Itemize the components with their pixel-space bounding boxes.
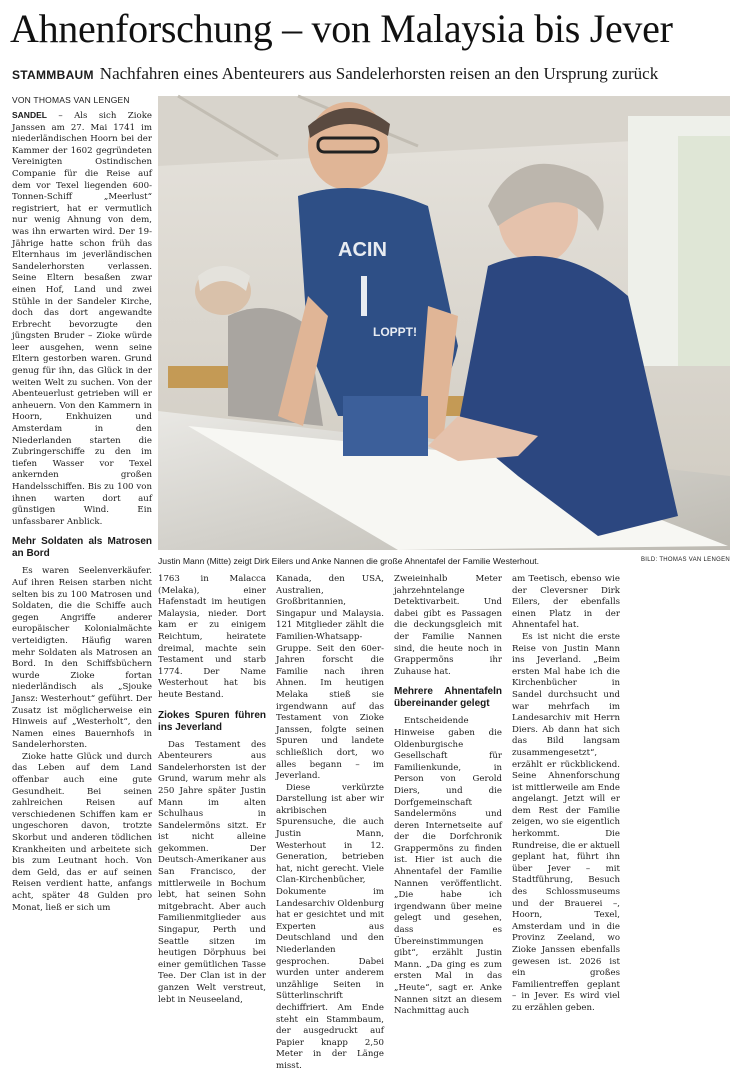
article-paragraph: Zweieinhalb Meter jahrzehntelange Detektivarbeit. Und dabei gibt es Passagen die deckungsgleich mit der Familie Nannen sind, die heute noch in Grappermöns ihr Zuhause hat.	[394, 574, 502, 677]
dateline: SANDEL	[12, 110, 47, 120]
article-column-2	[158, 574, 266, 1006]
photo-credit: BILD: THOMAS VAN LENGEN	[640, 557, 730, 563]
subheadline-row	[12, 63, 732, 86]
article-paragraph: Kanada, den USA, Australien, Großbritannien, Singapur und Malaysia. 121 Mitglieder zählt die Familien-Whatsapp-Gruppe. Seit den 60er-Jahren forscht die Familie nach ihren Ahnen. Im heutigen Melaka stieß sie irgendwann auf das Testament von Zioke Janssen, folgte seinen Spuren und landete schließlich dort, wo alles begann – im Jeverland.	[276, 574, 384, 782]
article-paragraph: am Teetisch, ebenso wie der Cleversner Dirk Eilers, der ebenfalls einen Platz in der Ahnentafel hat.	[512, 574, 620, 631]
article-paragraph: Es waren Seelenverkäufer. Auf ihren Reisen starben nicht selten bis zu 100 Matrosen und Soldaten, die die Schiffe auch gegen Angriffe anderer europäischer Kolonialmächte verteidigten. Häufig waren mehr Soldaten als Matrosen an Bord. In den Schiffsbüchern wurde Zioke fortan niederländisch als „Sjouke Jansz: Westerhout“ geführt. Der Zusatz ist möglicherweise ein Hinweis auf „Westerholt“, den Namen eines Bauernhofs in Sandelerhorsten.	[12, 566, 152, 751]
shirt-print-top: ACIN	[338, 239, 387, 261]
article-paragraph: 1763 in Malacca (Melaka), einer Hafenstadt im heutigen Malaysia, nieder. Dort kam er zu einigem Reichtum, heiratete dreimal, machte sein Testament und starb 1774. Der Name Westerhout hat bis heute Bestand.	[158, 574, 266, 700]
article-column-5	[512, 574, 620, 1015]
article-paragraph: Zioke hatte Glück und durch das Leben auf dem Land offenbar auch eine gute Gesundheit. Bei seinen zahlreichen Reisen auf verschiedenen Schiffen kam er ungeschoren davon, trotzte Skorbut und anderen tödlichen Krankheiten und arbeitete sich bis zum Leutnant hoch. Von dem Geld, das er auf seinen Reisen verdient hatte, anfangs acht, später 48 Gulden pro Monat, ließ er sich um	[12, 751, 152, 913]
section-heading: Mehrere Ahnentafeln übereinander gelegt	[394, 686, 502, 710]
section-heading: Mehr Soldaten als Matrosen an Bord	[12, 536, 152, 560]
article-paragraph: Diese verkürzte Darstellung ist aber wir akribischen Spurensuche, die auch Justin Mann, Westerhout in 12. Generation, betrieben hat, nicht gerecht. Viele Clan-Kirchenbücher, Dokumente im Landesarchiv Oldenburg hat er gesichtet und mit Experten aus Deutschland und den Niederlanden gesprochen. Dabei wurden unter anderem unzählige Seiten in Sütterlinschrift dechiffriert. Am Ende steht ein Stammbaum, der ausgedruckt auf Papier knapp 2,50 Meter in der Länge misst.	[276, 782, 384, 1071]
section-heading: Ziokes Spuren führen ins Jeverland	[158, 709, 266, 733]
article-paragraph: SANDEL – Als sich Zioke Janssen am 27. Mai 1741 im niederländischen Hoorn bei der Kammer der 1602 gegründeten Vereinigten Ostindischen Companie für die Reise auf dem vor Texel liegenden 600-Tonnen-Schiff „Meerlust“ registriert, hat er vermutlich nur wenig Ahnung von dem, was ihn erwarten wird. Der 19-Jährige hatte schon früh das Elternhaus im jeverländischen Sandelerhorsten verlassen. Seine Eltern besaßen zwar einen Hof, Land und zwei Stühle in der Sandeler Kirche, doch das dort angewandte Erbrecht bevorzugte den jüngsten Bruder – Zioke würde leer ausgehen, wenn seine Eltern gestorben waren. Grund genug für ihn, das Glück in der weiten Welt zu suchen. Von der Abenteuerlust getrieben will er anheuern. Von den Kammern in Hoorn, Enkhuizen und Amsterdam in den Niederlanden starten die Zubringerschiffe zu den im tiefen Wasser vor Texel ankernden großen Handelsschiffen. Bis zu 100 von ihnen warten dort auf günstigen Wind. Ein unfassbarer Anblick.	[12, 110, 152, 527]
article-paragraph: Es ist nicht die erste Reise von Justin Mann ins Jeverland. „Beim ersten Mal habe ich die Kirchenbücher in Sandel durchsucht und war mehrfach im Landesarchiv mit Herrn Diers. Ab dann hat sich das Bild langsam zusammengesetzt“, erzählt er rückblickend. Seine Ahnenforschung ist mittlerweile am Ende angelangt. Jetzt will er dem Rest der Familie zeigen, wo sie eigentlich herkommt. Die Rundreise, die er aktuell geplant hat, führt ihn über Jever – mit Stadtführung, Besuch des Schlossmuseums und der Brauerei –, Hoorn, Texel, Amsterdam und in die Provinz Zeeland, wo Zioke Janssen ebenfalls gewesen ist. 2026 ist ein großes Familientreffen geplant – in Jever. Es wird viel zu erzählen geben.	[512, 631, 620, 1013]
shirt-print-bottom: LOPPT!	[373, 325, 417, 339]
article-photo	[158, 96, 730, 550]
article-paragraph: Entscheidende Hinweise gaben die Oldenburgische Gesellschaft für Familienkunde, in Person von Gerold Diers, und die Dorfgemeinschaft Sandelermöns und deren Internetseite auf der die Dorfchronik Grappermöns zu finden ist. Hier ist auch die Ahnentafel der Familie Nannen veröffentlicht. „Die habe ich irgendwann über meine gelegt und gesehen, dass es Übereinstimmungen gibt“, erzählt Justin Mann. „Da ging es zum ersten Mal in das „Heute“, sagt er. Anke Nannen sitzt an diesem Nachmittag auch	[394, 716, 502, 1017]
subheadline: Nachfahren eines Abenteurers aus Sandelerhorsten reisen an den Ursprung zurück	[99, 64, 659, 83]
article-column-3	[276, 574, 384, 1073]
byline: VON THOMAS VAN LENGEN	[12, 95, 130, 105]
article-column-1	[12, 110, 152, 914]
article-column-4	[394, 574, 502, 1018]
kicker-label: STAMMBAUM	[12, 68, 94, 82]
article-paragraph: Das Testament des Abenteurers aus Sandelerhorsten ist der Grund, warum mehr als 250 Jahre später Justin Mann im alten Schulhaus in Sandelermöns sitzt. Er ist nicht alleine gekommen. Der Deutsch-Amerikaner aus San Francisco, der mittlerweile in Bochum lebt, hat seinen Sohn mitgebracht. Aber auch Familienmitglieder aus Singapur, Perth und Seattle sitzen im heutigen Dörphuus bei einer gemütlichen Tasse Tee. Der Clan ist in der ganzen Welt verstreut, lebt in Neuseeland,	[158, 739, 266, 1005]
photo-illustration	[158, 96, 730, 550]
photo-caption: Justin Mann (Mitte) zeigt Dirk Eilers und Anke Nannen die große Ahnentafel der Familie Westerhout.	[158, 556, 540, 566]
headline: Ahnenforschung – von Malaysia bis Jever	[10, 6, 673, 51]
